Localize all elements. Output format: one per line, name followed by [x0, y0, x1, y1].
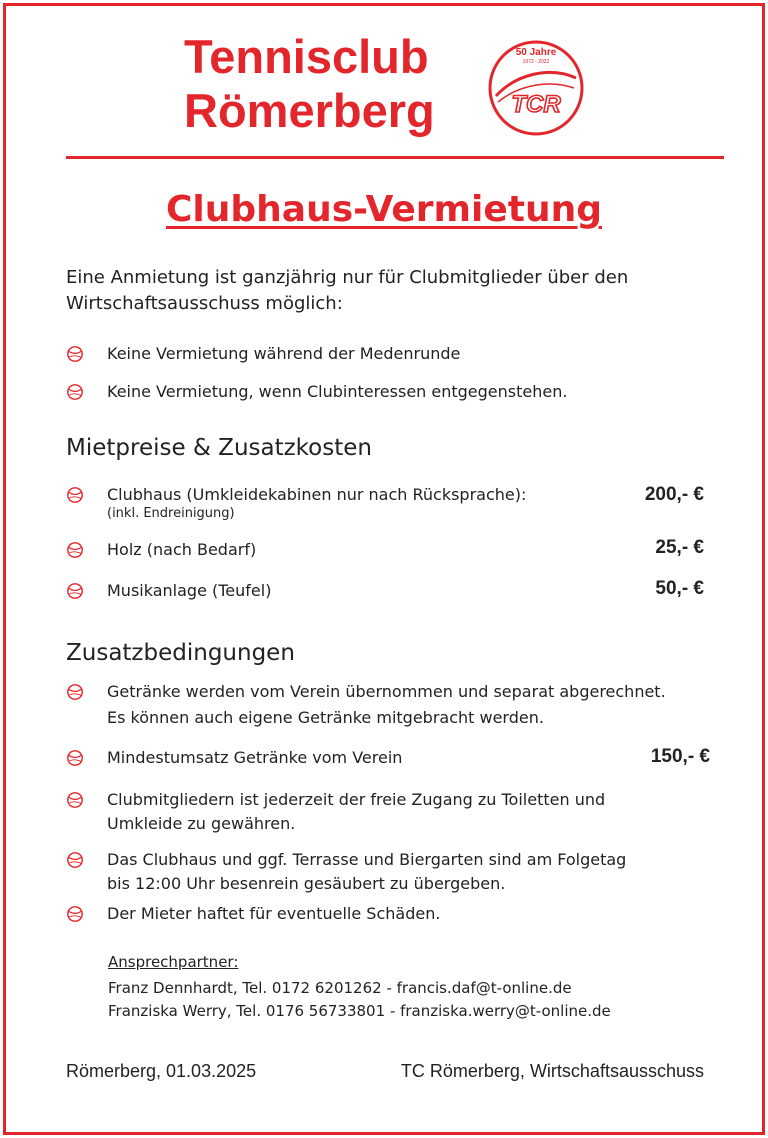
tennis-ball-bullet-icon	[66, 486, 84, 504]
tennis-ball-bullet-icon	[66, 683, 84, 701]
condition-line: Getränke werden vom Verein übernommen und separat abgerechnet.	[107, 682, 666, 701]
club-name-line2: Römerberg	[184, 84, 435, 137]
condition-line: Clubmitgliedern ist jederzeit der freie Zugang zu Toiletten und	[107, 790, 606, 809]
tennis-ball-bullet-icon	[66, 383, 84, 401]
contact-line: Franziska Werry, Tel. 0176 56733801 - franziska.werry@t-online.de	[108, 1002, 611, 1020]
tennis-ball-bullet-icon	[66, 582, 84, 600]
condition-line: Das Clubhaus und ggf. Terrasse und Biergarten sind am Folgetag	[107, 850, 627, 869]
rule-text: Keine Vermietung während der Medenrunde	[107, 344, 461, 363]
tennis-ball-bullet-icon	[66, 749, 84, 767]
prices-heading: Mietpreise & Zusatzkosten	[66, 435, 372, 461]
condition-price: 150,- €	[650, 746, 710, 767]
footer-place-date: Römerberg, 01.03.2025	[66, 1061, 257, 1081]
condition-line: Der Mieter haftet für eventuelle Schäden.	[107, 904, 441, 923]
conditions-heading: Zusatzbedingungen	[66, 640, 295, 666]
logo-years: 1972 - 2022	[522, 59, 550, 65]
price-label: Musikanlage (Teufel)	[107, 581, 272, 600]
logo-monogram: TCR	[511, 91, 561, 118]
price-value: 50,- €	[655, 578, 704, 599]
club-name-line1: Tennisclub	[184, 30, 429, 83]
header-divider	[66, 156, 724, 159]
price-value: 200,- €	[644, 484, 704, 505]
club-logo-icon	[486, 38, 586, 138]
condition-line: Mindestumsatz Getränke vom Verein	[107, 748, 403, 767]
condition-line: Umkleide zu gewähren.	[107, 814, 296, 833]
rule-text: Keine Vermietung, wenn Clubinteressen entgegenstehen.	[107, 382, 568, 401]
contact-line: Franz Dennhardt, Tel. 0172 6201262 - francis.daf@t-online.de	[108, 979, 572, 997]
tennis-ball-bullet-icon	[66, 345, 84, 363]
footer-signature: TC Römerberg, Wirtschaftsausschuss	[400, 1061, 704, 1081]
contact-heading: Ansprechpartner:	[108, 953, 239, 971]
tennis-ball-bullet-icon	[66, 851, 84, 869]
condition-line: Es können auch eigene Getränke mitgebracht werden.	[107, 708, 544, 727]
price-value: 25,- €	[655, 537, 704, 558]
page-title: Clubhaus-Vermietung	[165, 189, 603, 230]
club-name	[184, 30, 435, 138]
condition-line: bis 12:00 Uhr besenrein gesäubert zu übergeben.	[107, 874, 506, 893]
price-note: (inkl. Endreinigung)	[107, 506, 235, 521]
price-label: Clubhaus (Umkleidekabinen nur nach Rücksprache):	[107, 485, 527, 504]
tennis-ball-bullet-icon	[66, 791, 84, 809]
price-label: Holz (nach Bedarf)	[107, 540, 257, 559]
tennis-ball-bullet-icon	[66, 905, 84, 923]
intro-text: Eine Anmietung ist ganzjährig nur für Clubmitglieder über den Wirtschaftsausschuss möglich:	[66, 267, 629, 314]
logo-anniversary: 50 Jahre	[515, 47, 557, 58]
tennis-ball-bullet-icon	[66, 541, 84, 559]
